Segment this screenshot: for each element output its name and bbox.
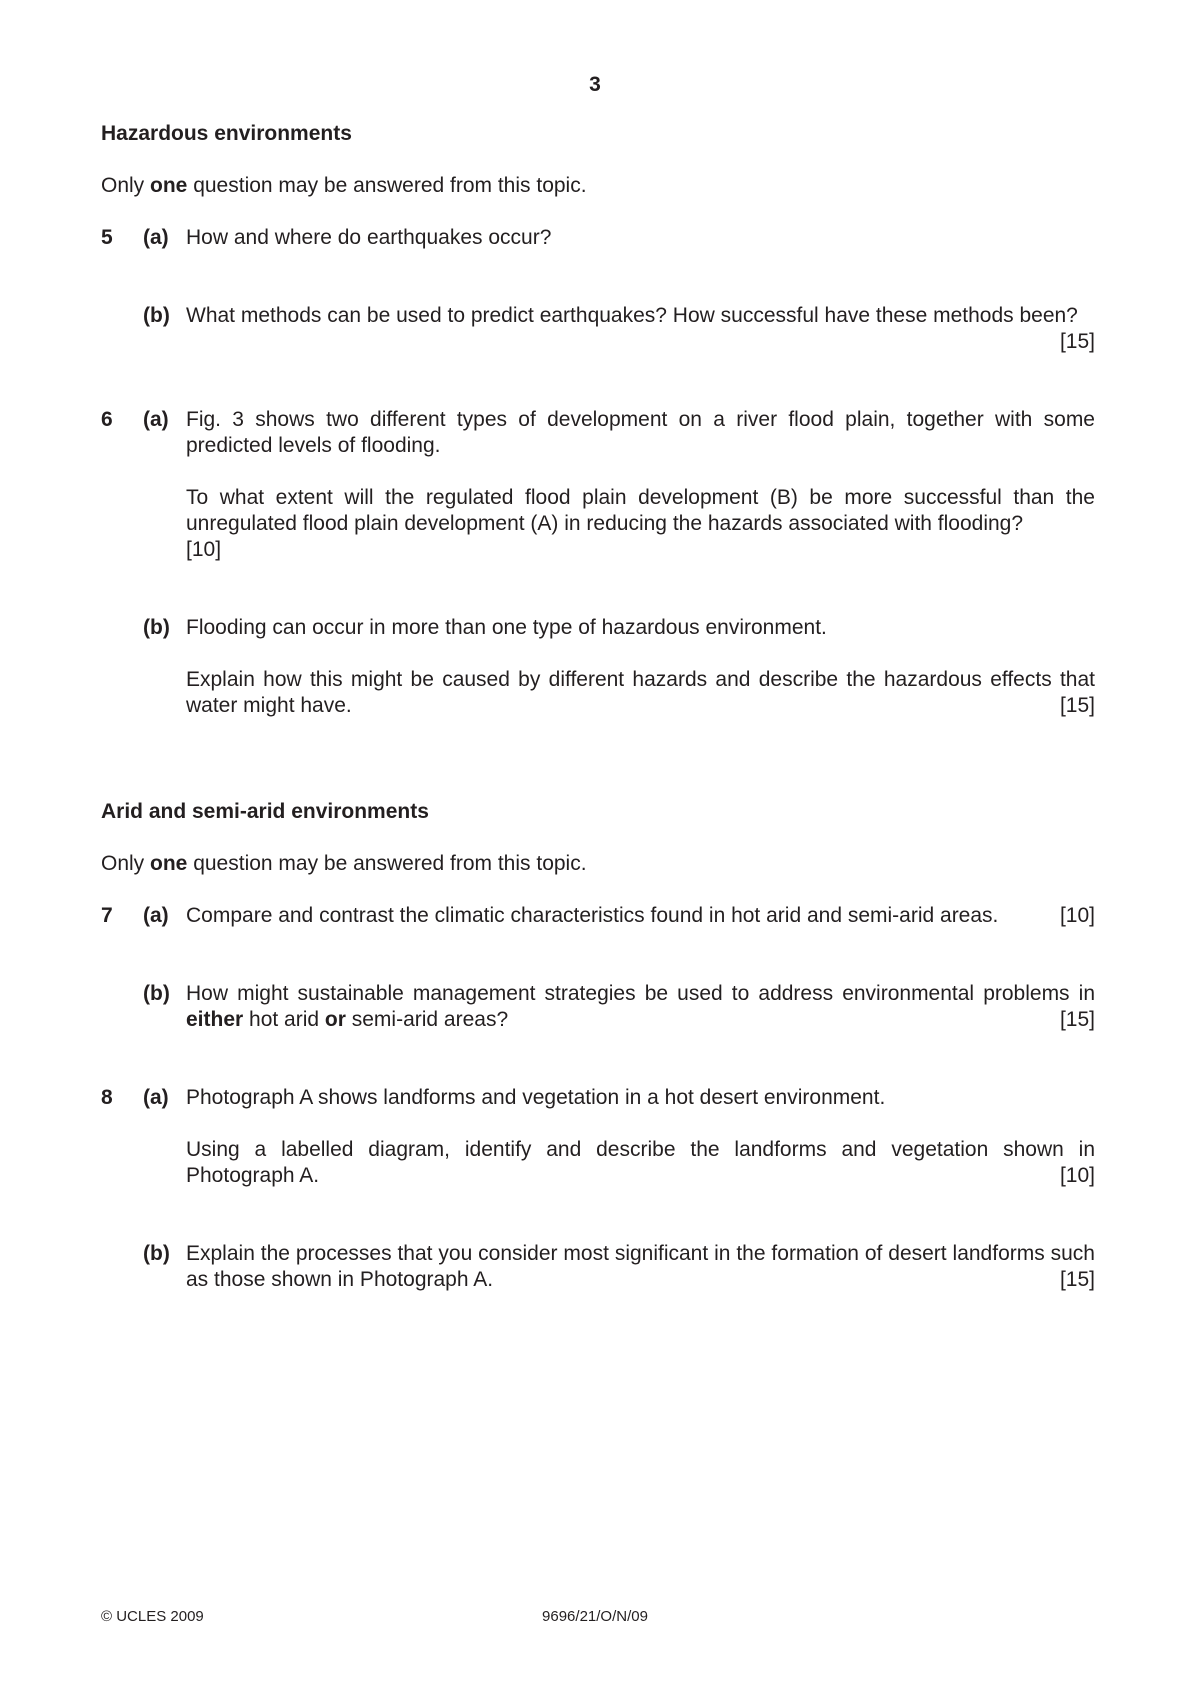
q8-part-a-label: (a) (143, 1086, 169, 1109)
question-number-5: 5 (101, 226, 113, 249)
q7-part-b-mark: [15] (1059, 1008, 1095, 1031)
q5-part-a-label: (a) (143, 226, 169, 249)
q6-part-b (186, 667, 1095, 719)
q6-part-a-text2: To what extent will the regulated flood plain development (B) be more successful than the unregulated flood plain development (A) in reducing the hazards associated with flooding? (186, 486, 1095, 535)
section-heading-hazardous: Hazardous environments (101, 122, 352, 145)
q8-part-b-mark: [15] (1059, 1268, 1095, 1291)
q6-part-b-mark: [15] (1059, 694, 1095, 717)
q7-part-b-bold-or: or (324, 1008, 346, 1031)
question-number-6: 6 (101, 408, 113, 431)
q5-part-b-mark: [15] (1059, 330, 1095, 353)
page-number: 3 (589, 73, 601, 96)
q7-part-b-text: How might sustainable management strategies be used to address environmental problems in (186, 982, 1095, 1005)
q7-part-b-text: hot arid (243, 1008, 325, 1031)
q6-part-b-text2: Explain how this might be caused by different hazards and describe the hazardous effects that water might have. (186, 668, 1095, 717)
q5-part-b (186, 303, 1095, 355)
intro-text: question may be answered from this topic. (187, 174, 587, 197)
q5-part-b-text: What methods can be used to predict earthquakes? How successful have these methods been? (186, 304, 1078, 327)
section-intro-arid (101, 851, 587, 877)
q7-part-a-mark: [10] (1059, 904, 1095, 927)
q5-part-b-label: (b) (143, 304, 170, 327)
q8-part-a-text2: Using a labelled diagram, identify and describe the landforms and vegetation shown in Photograph A. (186, 1138, 1095, 1187)
q6-part-b-text1: Flooding can occur in more than one type of hazardous environment. (186, 616, 827, 639)
q8-part-a (186, 1137, 1095, 1189)
footer-paper-code: 9696/21/O/N/09 (542, 1608, 648, 1625)
q8-part-b-text: Explain the processes that you consider most significant in the formation of desert landforms such as those shown in Photograph A. (186, 1242, 1095, 1291)
footer-copyright: © UCLES 2009 (101, 1608, 204, 1625)
q8-part-b-label: (b) (143, 1242, 170, 1265)
intro-bold: one (150, 174, 188, 197)
q6-part-a-label: (a) (143, 408, 169, 431)
q6-part-b-label: (b) (143, 616, 170, 639)
q6-part-a-text1: Fig. 3 shows two different types of development on a river flood plain, together with some predicted levels of flooding. (186, 408, 1095, 457)
q7-part-b-text: semi-arid areas? (345, 1008, 509, 1031)
q7-part-b (186, 981, 1095, 1033)
question-number-8: 8 (101, 1086, 113, 1109)
q7-part-b-bold-either: either (186, 1008, 244, 1031)
question-number-7: 7 (101, 904, 113, 927)
q7-part-a-text: Compare and contrast the climatic characteristics found in hot arid and semi-arid areas. (186, 904, 999, 927)
q7-part-b-label: (b) (143, 982, 170, 1005)
q8-part-a-mark: [10] (1059, 1164, 1095, 1187)
intro-text: question may be answered from this topic. (187, 852, 587, 875)
q8-part-b (186, 1241, 1095, 1293)
intro-bold: one (150, 852, 188, 875)
q7-part-a (186, 903, 1095, 929)
q6-part-a-mark: [10] (186, 538, 222, 561)
section-heading-arid: Arid and semi-arid environments (101, 800, 429, 823)
q5-part-a-text: How and where do earthquakes occur? (186, 226, 552, 249)
intro-text: Only (101, 852, 151, 875)
q8-part-a-text1: Photograph A shows landforms and vegetation in a hot desert environment. (186, 1086, 886, 1109)
intro-text: Only (101, 174, 151, 197)
q7-part-a-label: (a) (143, 904, 169, 927)
section-intro-hazardous (101, 173, 587, 199)
